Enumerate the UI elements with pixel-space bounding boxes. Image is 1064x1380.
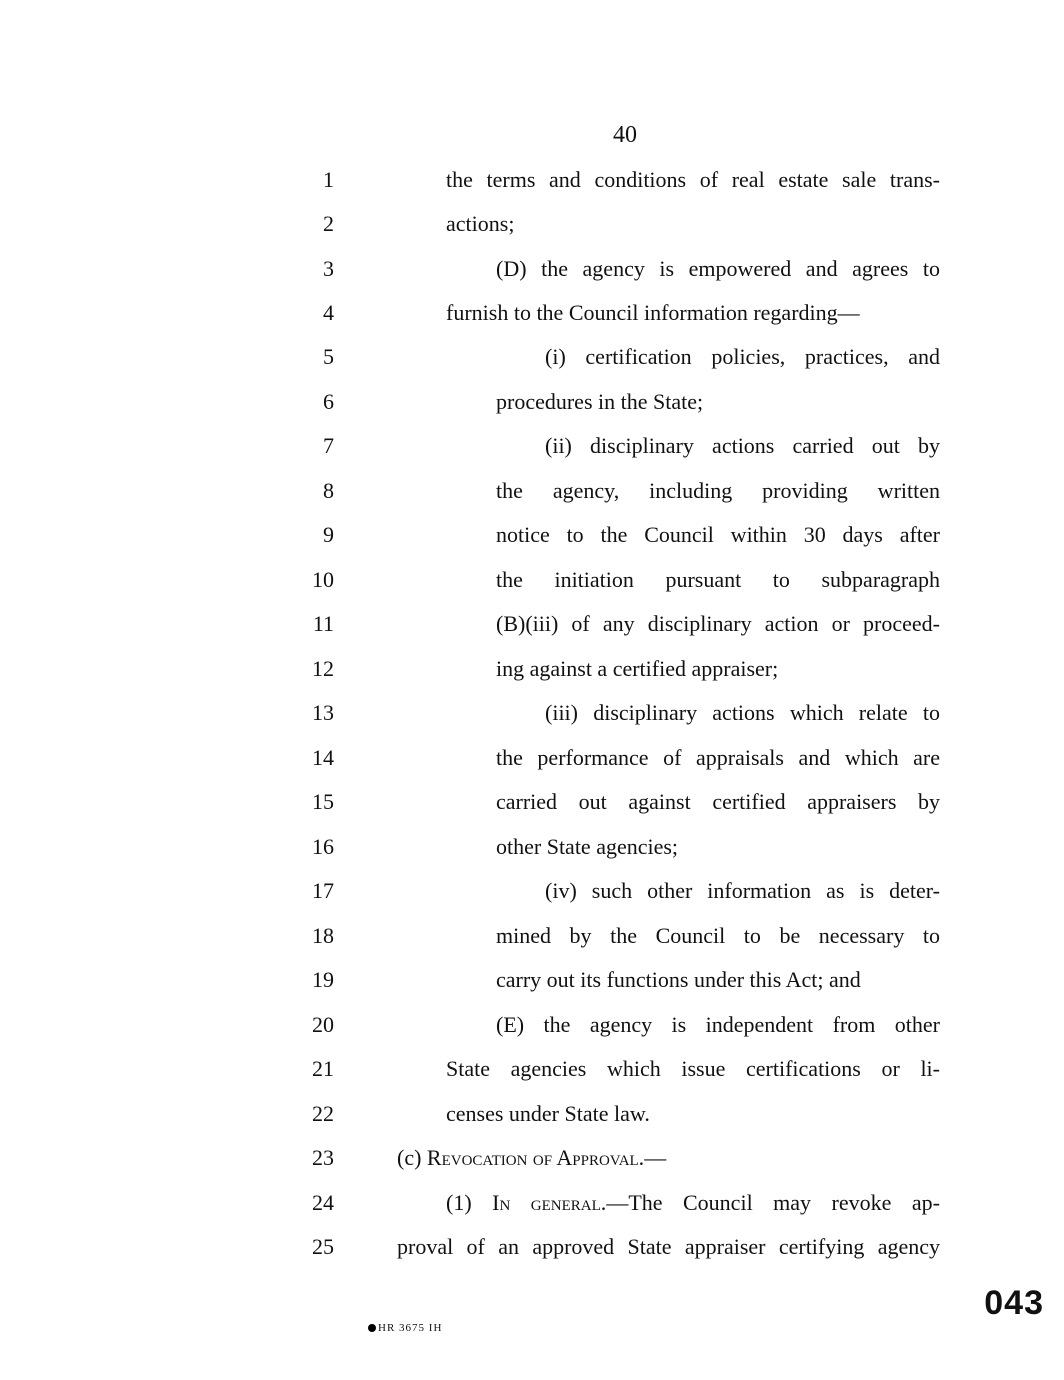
line-14 xyxy=(0,736,1064,780)
bullet-icon xyxy=(368,1324,376,1332)
line-text: the terms and conditions of real estate sale trans- xyxy=(446,167,940,192)
line-text: procedures in the State; xyxy=(496,389,704,414)
line-text: notice to the Council within 30 days after xyxy=(496,522,940,547)
line-text: the performance of appraisals and which are xyxy=(496,745,940,770)
bill-id: HR 3675 IH xyxy=(378,1322,443,1334)
line-20 xyxy=(0,1003,1064,1047)
line-number: 4 xyxy=(323,300,334,325)
line-number: 24 xyxy=(312,1190,334,1215)
line-number: 13 xyxy=(312,700,334,725)
subsection-prefix: (c) xyxy=(397,1145,427,1170)
line-18 xyxy=(0,914,1064,958)
line-text xyxy=(397,1136,666,1180)
line-16 xyxy=(0,825,1064,869)
line-number: 20 xyxy=(312,1012,334,1037)
line-text xyxy=(446,1181,940,1225)
line-2 xyxy=(0,202,1064,246)
line-25 xyxy=(0,1225,1064,1269)
line-number: 11 xyxy=(312,611,334,636)
line-number: 21 xyxy=(312,1056,334,1081)
paragraph-heading: In general. xyxy=(492,1190,607,1215)
line-number: 15 xyxy=(312,789,334,814)
line-17 xyxy=(0,869,1064,913)
line-5 xyxy=(0,335,1064,379)
line-15 xyxy=(0,780,1064,824)
page-stamp: 043 xyxy=(984,1284,1044,1322)
line-number: 9 xyxy=(323,522,334,547)
line-text: furnish to the Council information regarding— xyxy=(446,300,860,325)
line-6 xyxy=(0,380,1064,424)
line-number: 16 xyxy=(312,834,334,859)
paragraph-prefix: (1) xyxy=(446,1190,493,1215)
line-number: 22 xyxy=(312,1101,334,1126)
line-number: 18 xyxy=(312,923,334,948)
line-8 xyxy=(0,469,1064,513)
line-text: (ii) disciplinary actions carried out by xyxy=(545,433,940,458)
line-text: ing against a certified appraiser; xyxy=(496,656,779,681)
paragraph-suffix: —The Council may revoke ap- xyxy=(606,1190,940,1215)
line-10 xyxy=(0,558,1064,602)
line-number: 19 xyxy=(312,967,334,992)
line-19 xyxy=(0,958,1064,1002)
line-text: actions; xyxy=(446,211,515,236)
line-text: (B)(iii) of any disciplinary action or proceed- xyxy=(496,611,940,636)
line-text: mined by the Council to be necessary to xyxy=(496,923,940,948)
line-number: 14 xyxy=(312,745,334,770)
line-text: (i) certification policies, practices, and xyxy=(545,344,940,369)
line-21 xyxy=(0,1047,1064,1091)
line-12 xyxy=(0,647,1064,691)
line-text: proval of an approved State appraiser certifying agency xyxy=(397,1234,940,1259)
line-23 xyxy=(0,1136,1064,1180)
line-9 xyxy=(0,513,1064,557)
line-24 xyxy=(0,1181,1064,1225)
line-3 xyxy=(0,247,1064,291)
page-number: 40 xyxy=(613,122,637,148)
line-text: censes under State law. xyxy=(446,1101,650,1126)
line-1 xyxy=(0,158,1064,202)
line-number: 17 xyxy=(312,878,334,903)
line-number: 3 xyxy=(323,256,334,281)
line-text: (E) the agency is independent from other xyxy=(496,1012,940,1037)
line-number: 12 xyxy=(312,656,334,681)
line-number: 25 xyxy=(312,1234,334,1259)
subsection-suffix: — xyxy=(644,1145,667,1170)
line-text: carry out its functions under this Act; and xyxy=(496,967,861,992)
line-text: (iv) such other information as is deter- xyxy=(545,878,940,903)
line-text: the agency, including providing written xyxy=(496,478,940,503)
line-7 xyxy=(0,424,1064,468)
bill-footer xyxy=(368,1322,442,1334)
line-text: (iii) disciplinary actions which relate to xyxy=(545,700,940,725)
line-number: 10 xyxy=(312,567,334,592)
line-text: the initiation pursuant to subparagraph xyxy=(496,567,940,592)
line-number: 8 xyxy=(323,478,334,503)
line-number: 23 xyxy=(312,1145,334,1170)
line-22 xyxy=(0,1092,1064,1136)
line-number: 2 xyxy=(323,211,334,236)
line-text: State agencies which issue certifications or li- xyxy=(446,1056,940,1081)
line-text: carried out against certified appraisers by xyxy=(496,789,940,814)
line-4 xyxy=(0,291,1064,335)
subsection-heading: Revocation of Approval. xyxy=(426,1145,645,1170)
line-text: (D) the agency is empowered and agrees to xyxy=(496,256,940,281)
line-number: 5 xyxy=(323,344,334,369)
line-number: 6 xyxy=(323,389,334,414)
line-11 xyxy=(0,602,1064,646)
line-number: 7 xyxy=(323,433,334,458)
line-13 xyxy=(0,691,1064,735)
line-text: other State agencies; xyxy=(496,834,679,859)
line-number: 1 xyxy=(323,167,334,192)
